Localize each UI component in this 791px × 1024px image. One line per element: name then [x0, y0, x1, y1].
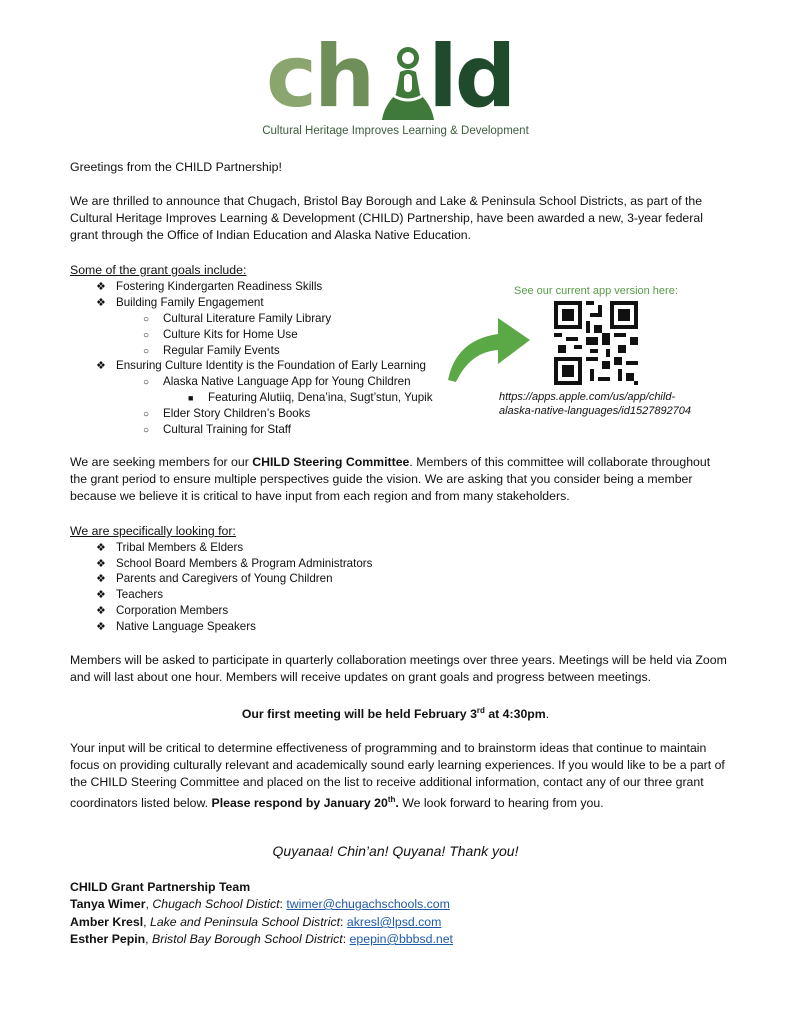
- diamond-bullet-icon: ❖: [96, 281, 106, 293]
- thanks-line: Quyanaa! Chin’an! Quyana! Thank you!: [272, 843, 519, 859]
- logo-letter-c: c: [266, 27, 314, 127]
- team-member: Amber Kresl, Lake and Peninsula School District: akresl@lpsd.com: [70, 915, 442, 929]
- email-link[interactable]: twimer@chugachschools.com: [286, 897, 450, 911]
- meetings-paragraph: Members will be asked to participate in quarterly collaboration meetings over three years. Meetings will be held via Zoom and will last about one hour. Members will receive updates on grant goals and progress between meetings.: [70, 653, 727, 684]
- logo-letter-l: l: [428, 27, 455, 127]
- logo-subtitle: Cultural Heritage Improves Learning & Development: [262, 125, 529, 137]
- diamond-bullet-icon: ❖: [96, 360, 106, 372]
- list-item: ○ Cultural Literature Family Library: [143, 311, 331, 328]
- list-item: ○ Elder Story Children’s Books: [143, 406, 310, 423]
- list-item: ❖ Building Family Engagement: [96, 296, 264, 309]
- qr-code[interactable]: [554, 301, 638, 385]
- list-item: ❖ Parents and Caregivers of Young Children: [96, 572, 333, 585]
- list-item: ○ Cultural Training for Staff: [143, 422, 291, 439]
- list-item: ❖ Fostering Kindergarten Readiness Skills: [96, 280, 323, 293]
- list-item: ○ Culture Kits for Home Use: [143, 327, 298, 344]
- list-item: ❖ Ensuring Culture Identity is the Foundation of Early Learning: [96, 359, 426, 372]
- diamond-bullet-icon: ❖: [96, 558, 106, 570]
- app-store-link[interactable]: https://apps.apple.com/us/app/child-alaska-native-languages/id1527892704: [499, 391, 692, 417]
- child-figure-icon: [380, 44, 436, 122]
- logo-letter-h: h: [313, 27, 373, 127]
- diamond-bullet-icon: ❖: [96, 589, 106, 601]
- list-item: ○ Regular Family Events: [143, 343, 280, 360]
- goals-heading: Some of the grant goals include:: [70, 263, 247, 277]
- first-meeting-notice: Our first meeting will be held February 3rd at 4:30pm.: [241, 706, 550, 722]
- square-bullet-icon: ■: [188, 393, 194, 403]
- list-item: ❖ Tribal Members & Elders: [96, 541, 244, 554]
- email-link[interactable]: akresl@lpsd.com: [346, 915, 442, 929]
- circle-bullet-icon: ○: [143, 377, 150, 388]
- circle-bullet-icon: ○: [143, 346, 150, 357]
- list-item: ❖ School Board Members & Program Administrators: [96, 557, 373, 570]
- app-label: See our current app version here:: [514, 285, 678, 297]
- greeting: Greetings from the CHILD Partnership!: [70, 160, 282, 174]
- circle-bullet-icon: ○: [143, 409, 150, 420]
- intro-paragraph: We are thrilled to announce that Chugach, Bristol Bay Borough and Lake & Peninsula School Districts, as part of the Cultural Heritage Improves Learning & Development (CHILD) Partnership, have been awarded a new, 3-year federal grant through the Office of Indian Education and Alaska Native Education.: [70, 194, 703, 242]
- list-item: ❖ Native Language Speakers: [96, 620, 256, 633]
- team-member: Tanya Wimer, Chugach School Distict: twimer@chugachschools.com: [70, 897, 450, 911]
- diamond-bullet-icon: ❖: [96, 621, 106, 633]
- list-item: ❖ Corporation Members: [96, 604, 229, 617]
- list-item: ■ Featuring Alutiiq, Dena’ina, Sugt’stun, Yupik: [188, 391, 433, 404]
- circle-bullet-icon: ○: [143, 425, 150, 436]
- team-heading: CHILD Grant Partnership Team: [70, 880, 251, 894]
- logo-letter-d: d: [454, 27, 514, 127]
- diamond-bullet-icon: ❖: [96, 573, 106, 585]
- input-paragraph: Your input will be critical to determine effectiveness of programming and to brainstorm ideas that continue to maintain focus on providing culturally relevant and academically sound early learning experiences. If you would like to be a part of the CHILD Steering Committee and placed on the list to receive additional information, contact any of our three grant coordinators listed below. Please respond by January 20th. We look forward to hearing from you.: [70, 741, 725, 811]
- diamond-bullet-icon: ❖: [96, 297, 106, 309]
- list-item: ○ Alaska Native Language App for Young Children: [143, 374, 411, 391]
- circle-bullet-icon: ○: [143, 314, 150, 325]
- list-item: ❖ Teachers: [96, 588, 164, 601]
- looking-heading: We are specifically looking for:: [70, 524, 236, 538]
- team-member: Esther Pepin, Bristol Bay Borough School District: epepin@bbbsd.net: [70, 932, 453, 946]
- circle-bullet-icon: ○: [143, 330, 150, 341]
- diamond-bullet-icon: ❖: [96, 605, 106, 617]
- curved-arrow-icon: [442, 310, 534, 384]
- diamond-bullet-icon: ❖: [96, 542, 106, 554]
- steering-paragraph: We are seeking members for our CHILD Steering Committee. Members of this committee will collaborate throughout the grant period to ensure multiple perspectives guide the vision. We are asking that you consider being a member because we believe it is critical to have input from each region and from many stakeholders.: [70, 455, 711, 503]
- email-link[interactable]: epepin@bbbsd.net: [349, 932, 453, 946]
